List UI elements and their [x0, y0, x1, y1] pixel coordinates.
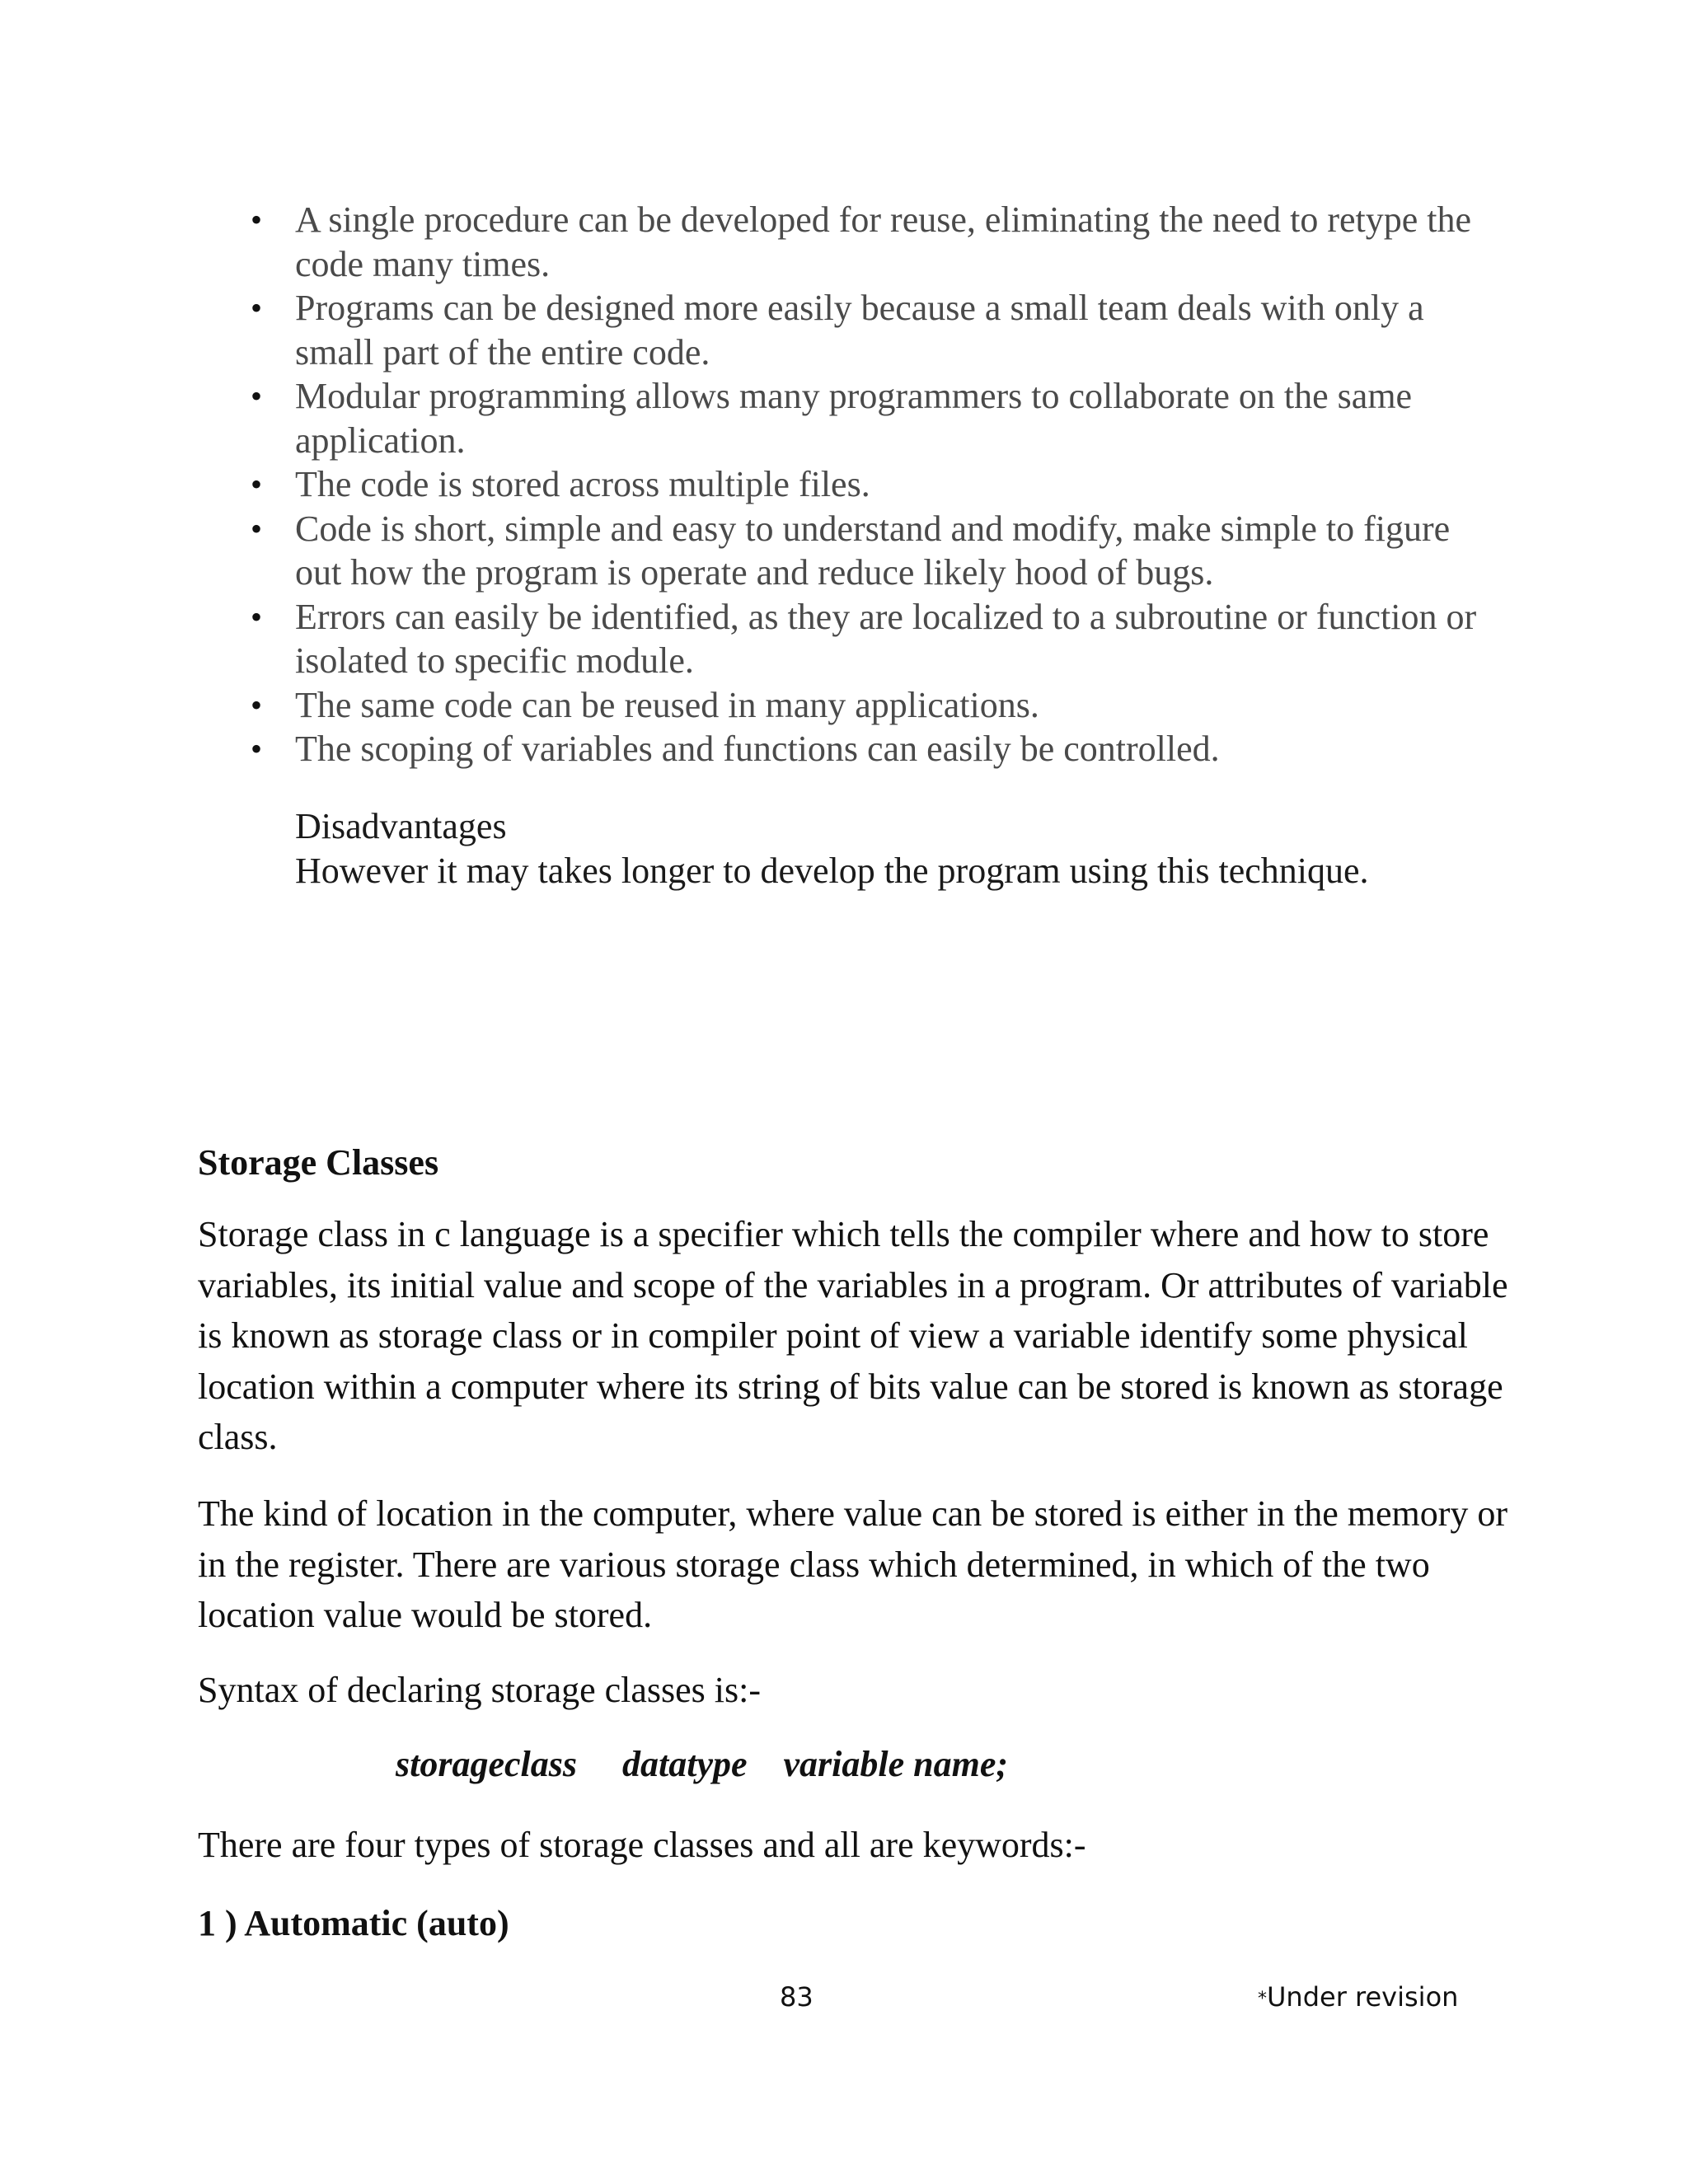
bullet-item: [244, 683, 1497, 728]
bullet-dot-icon: •: [250, 598, 262, 635]
syntax-declaration: storageclass datatype variable name;: [396, 1744, 1009, 1784]
disadvantages-text: However it may takes longer to develop the program using this technique.: [295, 851, 1369, 891]
bullet-item: [244, 727, 1497, 771]
bullet-text: The code is stored across multiple files.: [295, 464, 870, 504]
bullet-item: [244, 374, 1497, 462]
bullet-dot-icon: •: [250, 509, 262, 547]
bullet-text: The same code can be reused in many applications.: [295, 684, 1039, 725]
automatic-auto-heading: 1 ) Automatic (auto): [198, 1903, 509, 1943]
advantages-bullet-list: [244, 198, 1497, 771]
revision-note-text: Under revision: [1267, 1981, 1459, 2013]
bullet-dot-icon: •: [250, 730, 262, 767]
bullet-dot-icon: •: [250, 377, 262, 415]
storage-location-paragraph: The kind of location in the computer, where value can be stored is either in the memory or in the register. There are various storage class which determined, in which of the two location value would be stored.: [198, 1493, 1508, 1635]
bullet-text: Code is short, simple and easy to understand and modify, make simple to figure out how the program is operate and reduce likely hood of bugs.: [295, 508, 1451, 593]
bullet-item: [244, 462, 1497, 507]
bullet-dot-icon: •: [250, 466, 262, 503]
bullet-dot-icon: •: [250, 201, 262, 238]
bullet-item: [244, 507, 1497, 595]
bullet-item: [244, 198, 1497, 286]
bullet-item: [244, 595, 1497, 683]
bullet-text: Programs can be designed more easily because a small team deals with only a small part of the entire code.: [295, 288, 1424, 373]
revision-note: [1258, 1981, 1458, 2013]
disadvantages-heading: Disadvantages: [295, 806, 507, 846]
disadvantages-block: [295, 804, 1531, 893]
bullet-dot-icon: •: [250, 686, 262, 724]
bullet-text: A single procedure can be developed for reuse, eliminating the need to retype the code many times.: [295, 199, 1472, 284]
bullet-dot-icon: •: [250, 289, 262, 326]
bullet-item: [244, 286, 1497, 374]
bullet-text: Modular programming allows many programmers to collaborate on the same application.: [295, 376, 1413, 461]
storage-definition-paragraph: Storage class in c language is a specifier which tells the compiler where and how to store variables, its initial value and scope of the variables in a program. Or attributes of variable is known as storage class or in compiler point of view a variable identify some physical location within a computer where its string of bits value can be stored is known as storage class.: [198, 1214, 1508, 1457]
bullet-text: Errors can easily be identified, as they are localized to a subroutine or function or isolated to specific module.: [295, 596, 1477, 681]
page-number: 83: [780, 1981, 814, 2013]
asterisk-mark: *: [1258, 1989, 1267, 2009]
storage-classes-heading: Storage Classes: [198, 1142, 439, 1183]
bullet-text: The scoping of variables and functions can easily be controlled.: [295, 729, 1220, 769]
types-intro: There are four types of storage classes and all are keywords:-: [198, 1825, 1086, 1865]
syntax-intro: Syntax of declaring storage classes is:-: [198, 1670, 762, 1710]
